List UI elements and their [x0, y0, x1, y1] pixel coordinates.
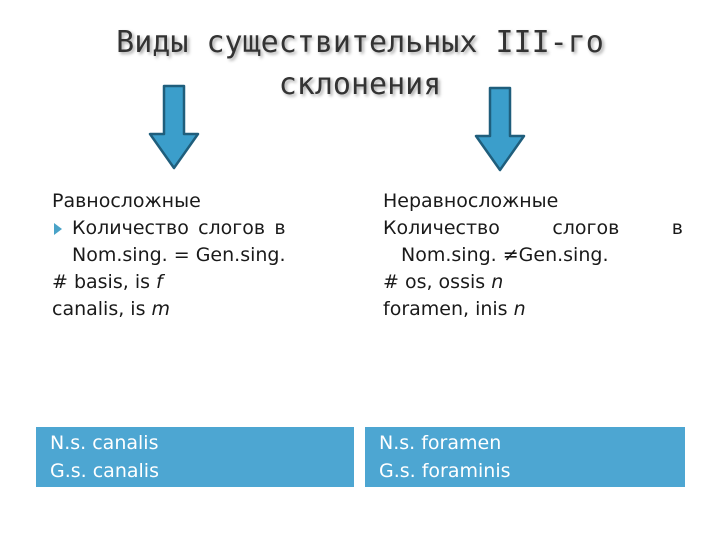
left-box-line-2: G.s. canalis: [50, 460, 159, 482]
left-example-1-gender: f: [156, 271, 163, 293]
right-example-box: [365, 427, 685, 487]
left-rule: [52, 215, 348, 269]
right-example-2-gender: n: [513, 298, 526, 320]
right-box-line-1: N.s. foramen: [379, 432, 502, 454]
left-column: [52, 188, 348, 323]
left-example-2-gender: m: [151, 298, 171, 320]
arrow-down-icon: [474, 86, 526, 172]
left-example-2: [52, 296, 348, 323]
title-line-1: Виды существительных III-го: [116, 25, 604, 60]
right-rule-line-1: Количество слогов в: [383, 217, 683, 239]
right-example-1: [383, 269, 683, 296]
right-box-line-2: G.s. foraminis: [379, 460, 511, 482]
triangle-bullet-icon: [54, 223, 62, 235]
arrow-down-icon: [148, 84, 200, 170]
right-example-2: [383, 296, 683, 323]
right-example-1-gender: n: [491, 271, 504, 293]
right-column: [383, 188, 683, 323]
left-rule-line-1: Количество слогов в: [72, 217, 286, 239]
right-example-1-text: # os, ossis: [383, 271, 492, 293]
left-rule-line-2: Nom.sing. = Gen.sing.: [72, 244, 286, 266]
right-rule-line-2: Nom.sing. ≠Gen.sing.: [401, 244, 609, 266]
left-heading: Равносложные: [52, 190, 201, 212]
title-line-2: склонения: [278, 67, 442, 102]
left-example-2-text: canalis, is: [52, 298, 152, 320]
right-example-2-text: foramen, inis: [383, 298, 514, 320]
left-example-1-text: # basis, is: [52, 271, 157, 293]
left-example-1: [52, 269, 348, 296]
left-example-box: [36, 427, 354, 487]
right-heading: Неравносложные: [383, 190, 559, 212]
left-box-line-1: N.s. canalis: [50, 432, 159, 454]
